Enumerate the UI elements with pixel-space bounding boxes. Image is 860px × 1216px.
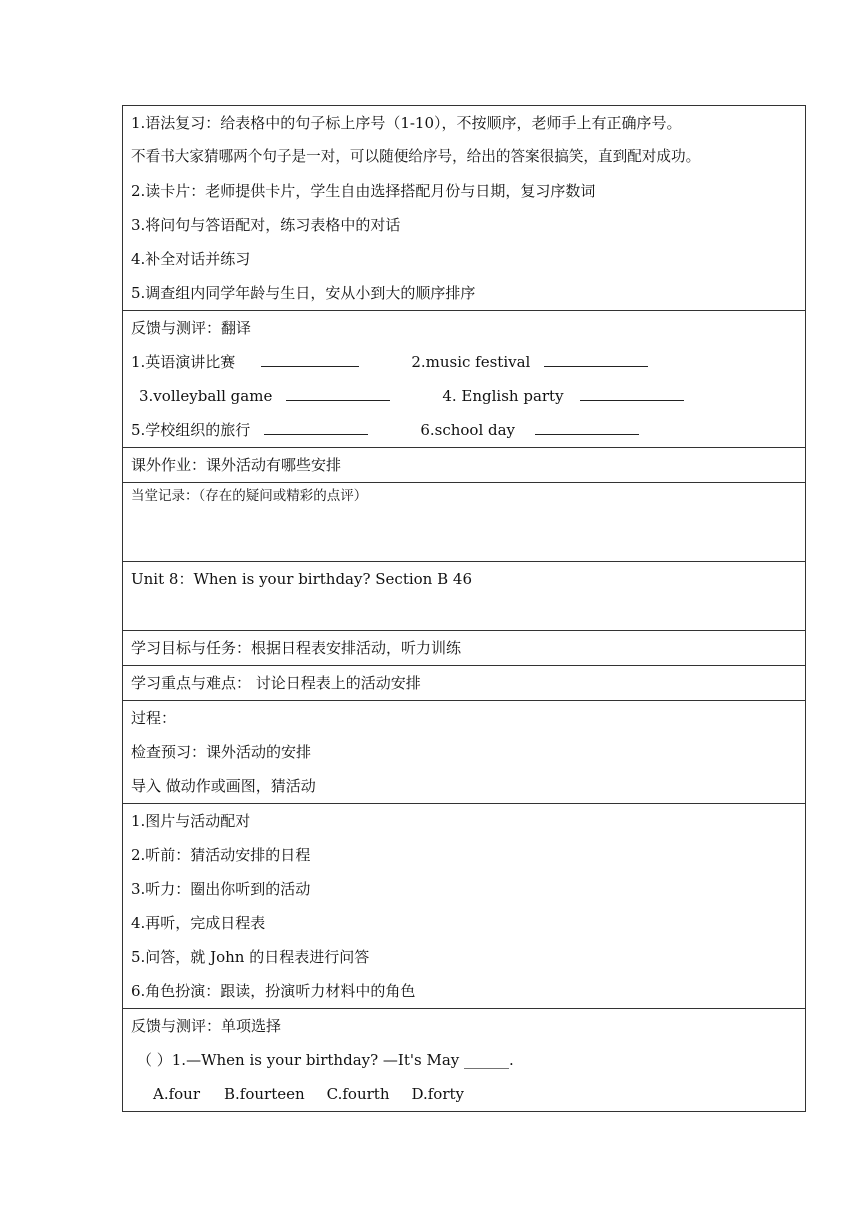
translation-item: 4. English party <box>442 387 564 405</box>
translation-item: 1.英语演讲比赛 <box>131 353 236 371</box>
text-line: 不看书大家猜哪两个句子是一对，可以随便给序号，给出的答案很搞笑，直到配对成功。 <box>131 148 701 165</box>
step-line: 1.图片与活动配对 <box>131 812 251 830</box>
question-line: （ ）1.—When is your birthday? —It's May ______. <box>137 1051 514 1069</box>
step-line: 5.问答，就 John 的日程表进行问答 <box>131 948 370 966</box>
lesson-sheet <box>122 105 806 1112</box>
step-line: 6.角色扮演：跟读，扮演听力材料中的角色 <box>131 982 416 1000</box>
feedback-title: 反馈与测评：翻译 <box>131 319 252 337</box>
homework-text: 课外作业：课外活动有哪些安排 <box>131 456 342 474</box>
notes-label: 当堂记录：（存在的疑问或精彩的点评） <box>131 488 368 504</box>
unit-title-cell <box>123 562 806 631</box>
notes-cell[interactable] <box>123 483 806 562</box>
text-line: 3.将问句与答语配对，练习表格中的对话 <box>131 216 401 234</box>
objectives-text: 学习目标与任务：根据日程表安排活动，听力训练 <box>131 639 462 657</box>
objectives-cell <box>123 631 806 666</box>
answer-blank[interactable] <box>535 419 639 435</box>
key-points-cell <box>123 666 806 701</box>
translation-item: 2.music festival <box>411 353 531 371</box>
process-line: 检查预习：课外活动的安排 <box>131 743 312 761</box>
answer-blank[interactable] <box>261 351 359 367</box>
step-line: 4.再听，完成日程表 <box>131 914 266 932</box>
feedback-choice-row <box>123 1009 806 1112</box>
feedback-translation-cell <box>123 311 806 448</box>
answer-blank[interactable] <box>286 385 390 401</box>
text-line: 4.补全对话并练习 <box>131 250 251 268</box>
unit-title-row <box>123 562 806 631</box>
lesson-table <box>122 105 806 1112</box>
answer-blank[interactable] <box>264 419 368 435</box>
grammar-review-row <box>123 106 806 311</box>
process-cell <box>123 701 806 804</box>
notes-row <box>123 483 806 562</box>
feedback-choice-cell <box>123 1009 806 1112</box>
translation-item: 3.volleyball game <box>139 387 273 405</box>
process-row <box>123 701 806 804</box>
translation-line <box>131 413 797 447</box>
feedback-title: 反馈与测评：单项选择 <box>131 1017 282 1035</box>
answer-blank[interactable] <box>544 351 648 367</box>
translation-line <box>131 345 797 379</box>
text-line: 5.调查组内同学年龄与生日，安从小到大的顺序排序 <box>131 284 476 302</box>
steps-cell <box>123 804 806 1009</box>
process-line: 过程： <box>131 709 177 727</box>
homework-row <box>123 448 806 483</box>
steps-row <box>123 804 806 1009</box>
homework-cell <box>123 448 806 483</box>
text-line: 1.语法复习：给表格中的句子标上序号（1-10），不按顺序，老师手上有正确序号。 <box>131 114 682 132</box>
translation-line <box>131 379 797 413</box>
step-line: 2.听前：猜活动安排的日程 <box>131 846 311 864</box>
translation-item: 5.学校组织的旅行 <box>131 421 251 439</box>
answer-blank[interactable] <box>580 385 684 401</box>
translation-item: 6.school day <box>420 421 516 439</box>
option-c[interactable]: C.fourth <box>326 1085 390 1103</box>
options-line <box>131 1077 797 1111</box>
unit-title: Unit 8：When is your birthday? Section B 46 <box>131 570 472 588</box>
key-points-row <box>123 666 806 701</box>
key-points-text: 学习重点与难点： 讨论日程表上的活动安排 <box>131 674 421 692</box>
option-b[interactable]: B.fourteen <box>224 1085 305 1103</box>
option-a[interactable]: A.four <box>153 1085 201 1103</box>
grammar-review-cell <box>123 106 806 311</box>
step-line: 3.听力：圈出你听到的活动 <box>131 880 311 898</box>
process-line: 导入 做动作或画图，猜活动 <box>131 777 316 795</box>
text-line: 2.读卡片：老师提供卡片，学生自由选择搭配月份与日期，复习序数词 <box>131 182 596 200</box>
feedback-translation-row <box>123 311 806 448</box>
option-d[interactable]: D.forty <box>411 1085 464 1103</box>
objectives-row <box>123 631 806 666</box>
